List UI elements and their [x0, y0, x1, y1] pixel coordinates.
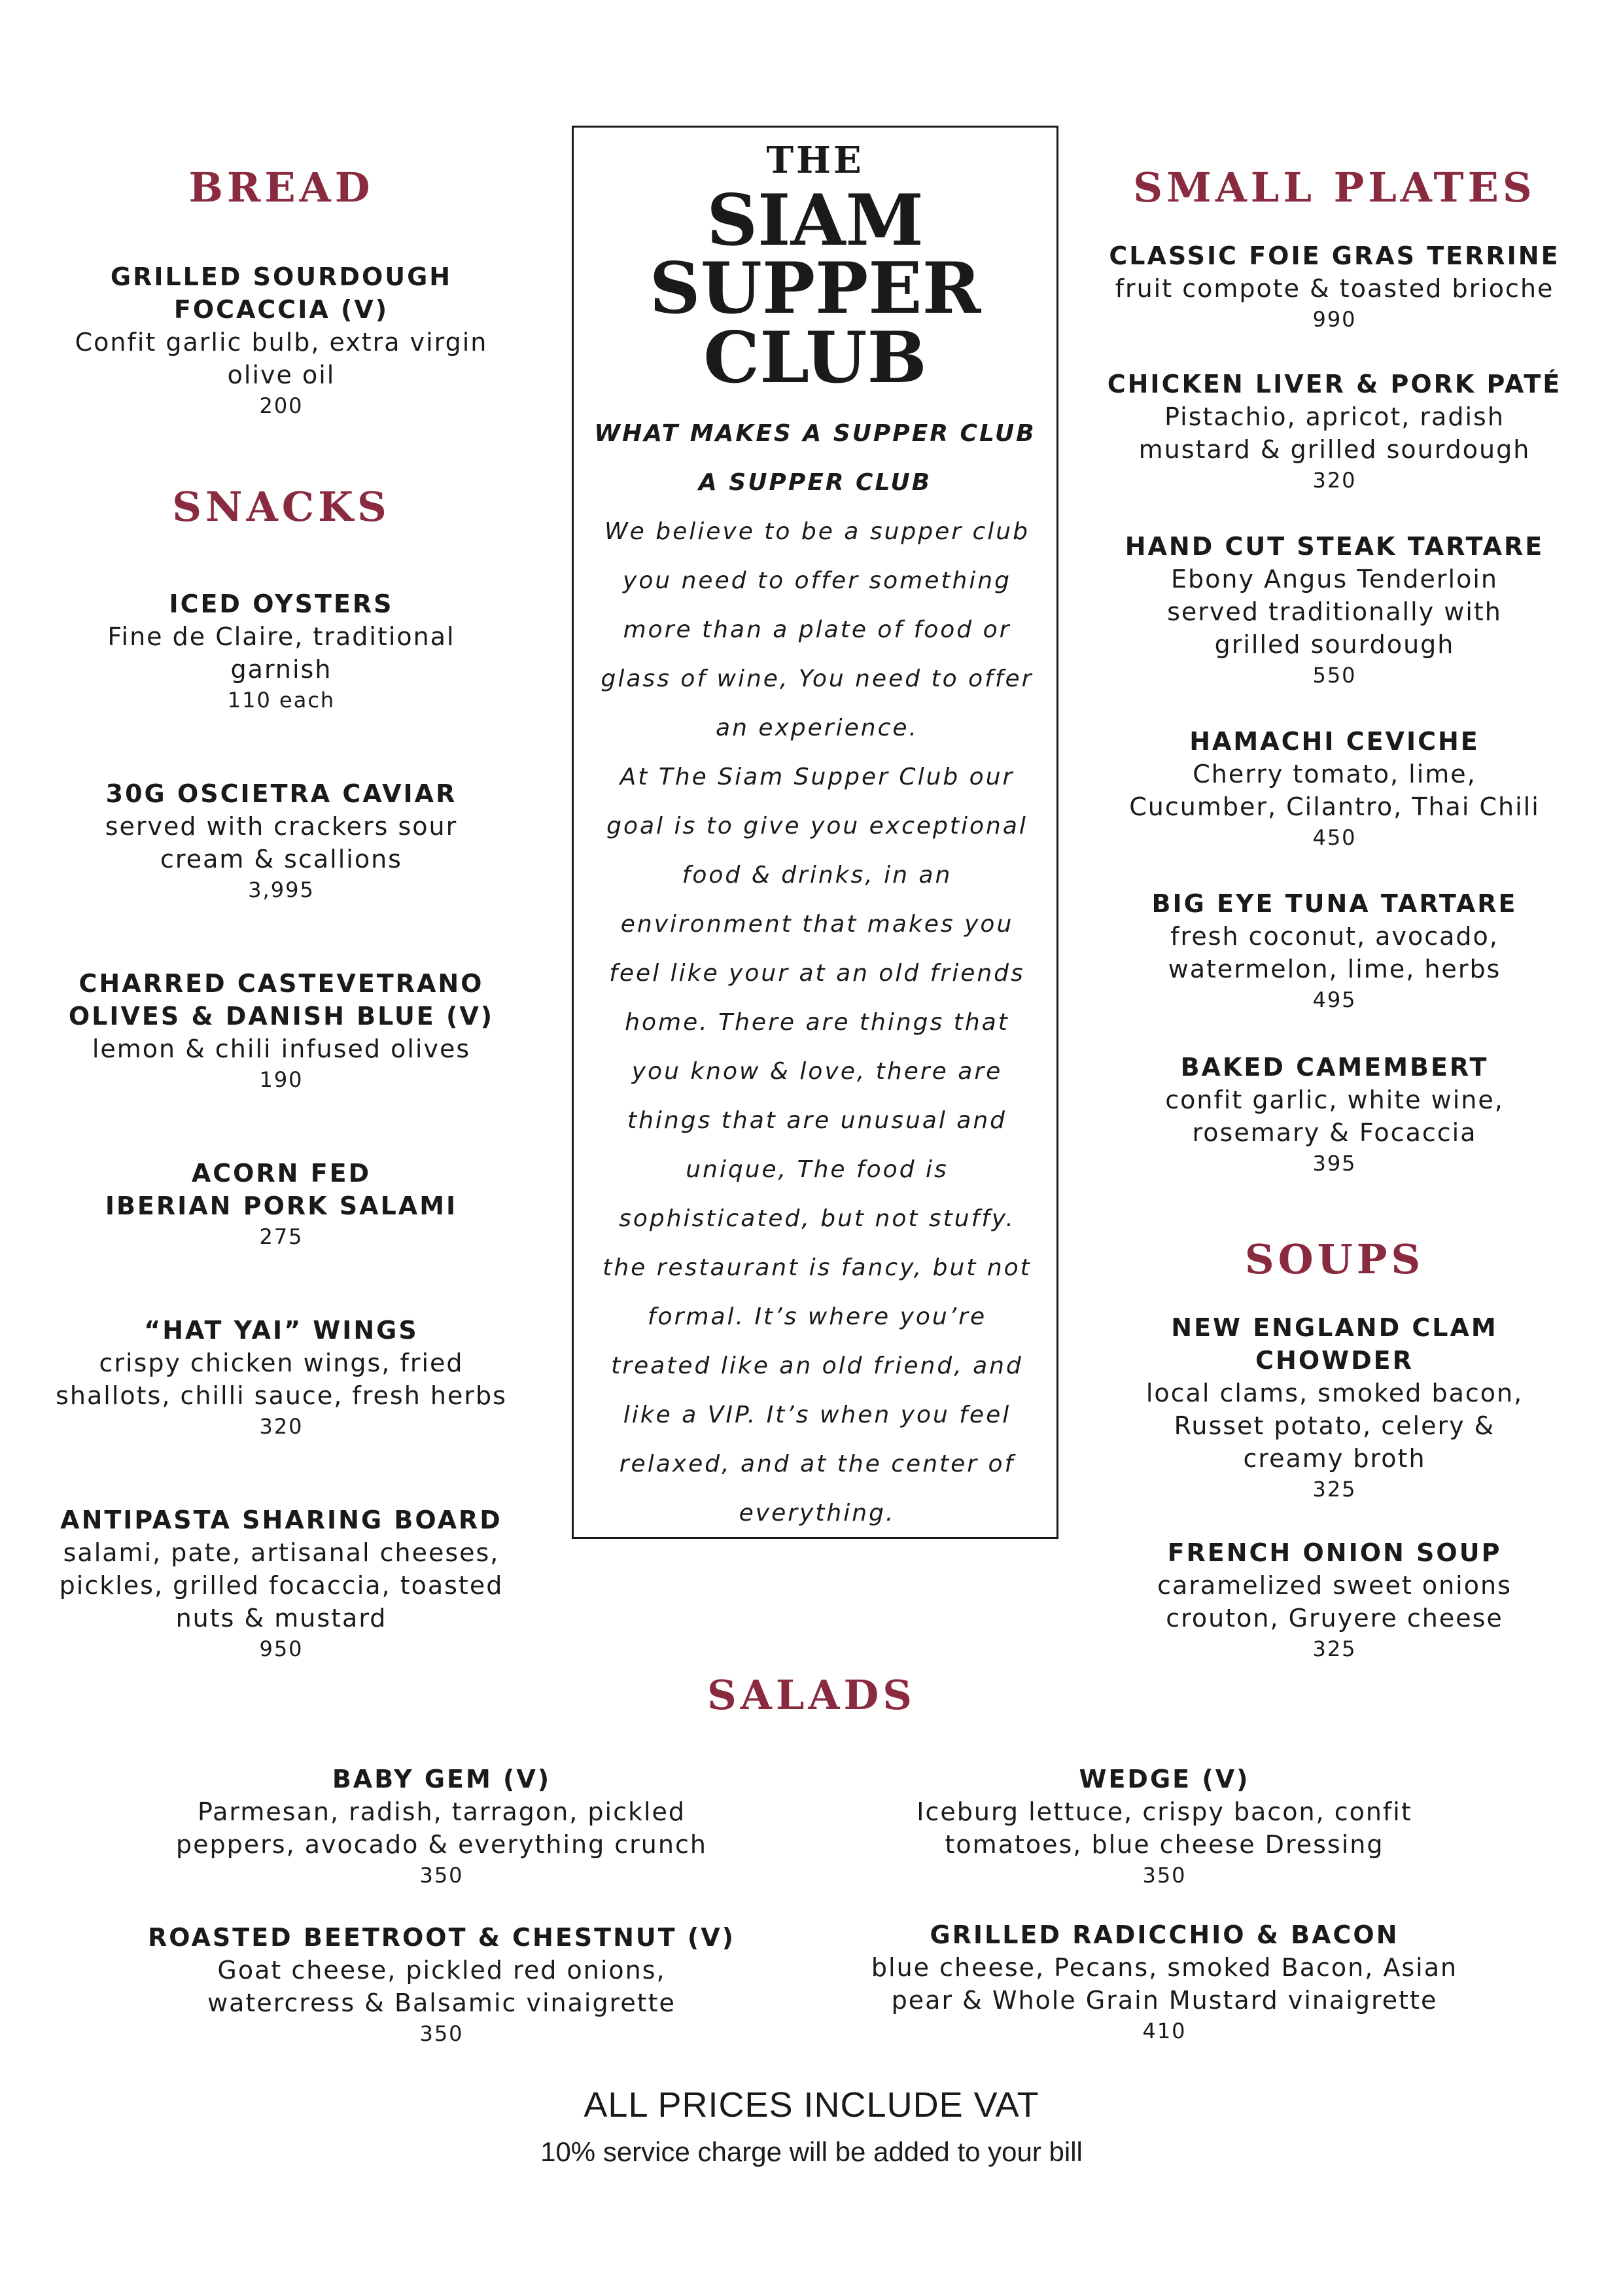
item-description: salami, pate, artisanal cheeses, pickles, grilled focaccia, toasted nuts & mustard: [59, 1538, 504, 1633]
logo-line-supper: SUPPER: [649, 247, 981, 330]
about-box: [572, 126, 1058, 1539]
menu-item: [1073, 368, 1596, 495]
item-price: 350: [419, 1863, 464, 1888]
item-description: local clams, smoked bacon, Russet potato, celery & creamy broth: [1145, 1379, 1524, 1473]
about-heading: WHAT MAKES A SUPPER CLUB A SUPPER CLUB: [594, 420, 1036, 496]
section-title-soups: SOUPS: [1244, 1235, 1425, 1283]
item-price: 350: [1142, 1863, 1187, 1888]
footer-service-charge-note: 10% service charge will be added to your bill: [540, 2136, 1083, 2167]
item-name: CLASSIC FOIE GRAS TERRINE: [1109, 241, 1560, 270]
item-name: ICED OYSTERS: [169, 590, 394, 618]
item-price: 3,995: [248, 877, 315, 902]
item-name: WEDGE (V): [1079, 1765, 1250, 1793]
item-description: fruit compote & toasted brioche: [1115, 274, 1554, 303]
item-description: confit garlic, white wine, rosemary & Focaccia: [1165, 1086, 1504, 1147]
item-description: Confit garlic bulb, extra virgin olive oil: [75, 328, 488, 389]
menu-item: [26, 588, 536, 715]
item-name: CHICKEN LIVER & PORK PATÉ: [1107, 370, 1562, 398]
item-price: 450: [1312, 825, 1357, 850]
item-name: HAND CUT STEAK TARTARE: [1125, 532, 1544, 561]
logo-the: THE: [766, 139, 864, 182]
item-price: 950: [259, 1636, 304, 1661]
menu-item: [114, 1763, 769, 1890]
item-price: 325: [1312, 1477, 1357, 1502]
menu-item: [1073, 239, 1596, 334]
item-name: ROASTED BEETROOT & CHESTNUT (V): [147, 1923, 736, 1952]
item-name: BIG EYE TUNA TARTARE: [1151, 889, 1518, 918]
item-description: served with crackers sour cream & scallions: [105, 812, 458, 874]
item-price: 350: [419, 2021, 464, 2046]
item-name: GRILLED RADICCHIO & BACON: [930, 1920, 1399, 1949]
item-price: 550: [1312, 663, 1357, 688]
item-description: blue cheese, Pecans, smoked Bacon, Asian pear & Whole Grain Mustard vinaigrette: [871, 1953, 1458, 2015]
item-price: 275: [259, 1224, 304, 1249]
item-name: GRILLED SOURDOUGH FOCACCIA (V): [110, 262, 453, 324]
item-name: “HAT YAI” WINGS: [144, 1316, 419, 1345]
item-price: 110 each: [227, 688, 336, 713]
section-title-small-plates: SMALL PLATES: [1133, 164, 1536, 211]
item-description: Parmesan, radish, tarragon, pickled peppers, avocado & everything crunch: [176, 1797, 707, 1859]
item-price: 990: [1312, 307, 1357, 332]
section-title-snacks: SNACKS: [172, 483, 391, 531]
item-price: 320: [259, 1414, 304, 1439]
item-description: caramelized sweet onions crouton, Gruyere cheese: [1157, 1571, 1512, 1633]
section-title-salads: SALADS: [707, 1671, 916, 1719]
item-name: ACORN FED IBERIAN PORK SALAMI: [105, 1159, 458, 1220]
item-name: BAKED CAMEMBERT: [1180, 1053, 1489, 1082]
item-description: lemon & chili infused olives: [92, 1034, 471, 1063]
menu-item: [1073, 1311, 1596, 1504]
item-description: Pistachio, apricot, radish mustard & grilled sourdough: [1138, 402, 1531, 464]
about-text: We believe to be a supper club you need to offer something more than a plate of food or glass of wine, You need to offer an experience. At The Siam Supper Club our goal is to give you exceptional food & drinks, in an environment that makes you feel like your at an old friends home. There are things that you know & love, there are things that are unusual and unique, The food is sophisticated, but not stuffy. the restaurant is fancy, but not formal. It’s where you’re treated like an old friend, and like a VIP. It’s when you feel relaxed, and at the center of everything.: [601, 518, 1034, 1527]
menu-item: [844, 1763, 1485, 1890]
item-description: Iceburg lettuce, crispy bacon, confit tomatoes, blue cheese Dressing: [916, 1797, 1412, 1859]
menu-item: [844, 1918, 1485, 2045]
item-price: 395: [1312, 1151, 1357, 1176]
menu-item: [1073, 1051, 1596, 1178]
item-description: Goat cheese, pickled red onions, watercress & Balsamic vinaigrette: [207, 1956, 676, 2017]
item-name: BABY GEM (V): [332, 1765, 551, 1793]
item-price: 320: [1312, 468, 1357, 493]
menu-item: [1073, 887, 1596, 1014]
menu-item: [1073, 1536, 1596, 1663]
item-description: Cherry tomato, lime, Cucumber, Cilantro, Thai Chili: [1129, 760, 1540, 821]
item-price: 190: [259, 1067, 304, 1092]
item-description: fresh coconut, avocado, watermelon, lime, herbs: [1168, 922, 1501, 983]
menu-item: [1073, 530, 1596, 690]
menu-item: [26, 967, 536, 1094]
item-name: FRENCH ONION SOUP: [1167, 1538, 1502, 1567]
menu-item: [26, 1314, 536, 1441]
item-name: 30G OSCIETRA CAVIAR: [105, 779, 457, 808]
menu-item: [26, 1504, 536, 1663]
logo-line-club: CLUB: [703, 317, 927, 399]
item-description: Ebony Angus Tenderloin served traditionally with grilled sourdough: [1167, 565, 1502, 659]
item-price: 200: [259, 393, 304, 418]
item-description: crispy chicken wings, fried shallots, chilli sauce, fresh herbs: [56, 1349, 507, 1410]
item-name: NEW ENGLAND CLAM CHOWDER: [1171, 1313, 1498, 1375]
item-price: 325: [1312, 1636, 1357, 1661]
menu-item: [26, 777, 536, 904]
section-title-bread: BREAD: [188, 164, 374, 211]
menu-item: [114, 1921, 769, 2048]
menu-item: [26, 1157, 536, 1251]
footer-vat-note: ALL PRICES INCLUDE VAT: [584, 2085, 1039, 2125]
logo-line-siam: SIAM: [707, 179, 924, 262]
menu-item: [26, 260, 536, 420]
item-price: 495: [1312, 987, 1357, 1012]
item-description: Fine de Claire, traditional garnish: [107, 622, 455, 684]
item-name: ANTIPASTA SHARING BOARD: [60, 1506, 502, 1534]
item-price: 410: [1142, 2019, 1187, 2043]
item-name: HAMACHI CEVICHE: [1189, 727, 1480, 756]
menu-item: [1073, 725, 1596, 852]
item-name: CHARRED CASTEVETRANO OLIVES & DANISH BLUE (V): [68, 969, 495, 1031]
